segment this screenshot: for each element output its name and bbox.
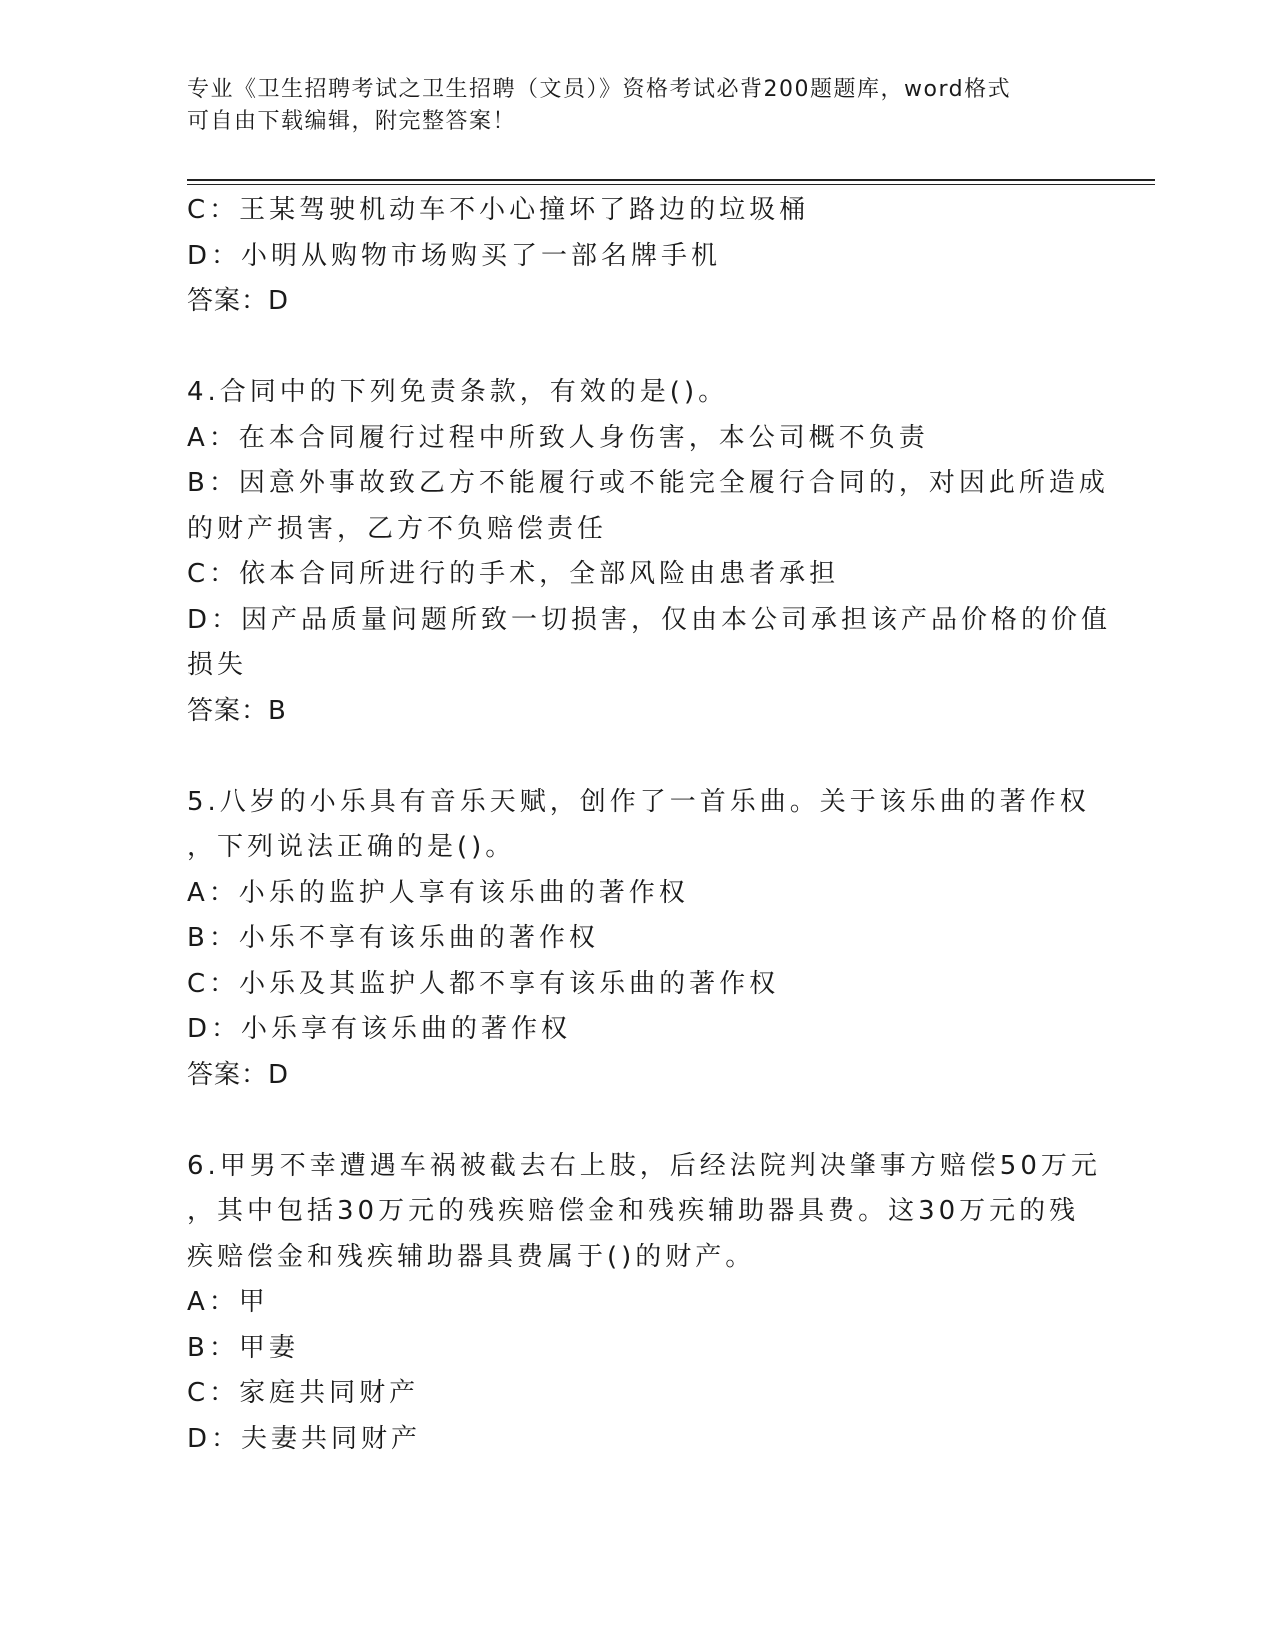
document-header	[187, 74, 1067, 138]
option-d: D：夫妻共同财产	[187, 1423, 422, 1454]
option-c: C：王某驾驶机动车不小心撞坏了路边的垃圾桶	[187, 195, 810, 225]
header-divider	[187, 179, 1155, 181]
header-title-line-1: 专业《卫生招聘考试之卫生招聘（文员）》资格考试必背200题题库，word格式	[187, 77, 1012, 102]
option-c: C：依本合同所进行的手术，全部风险由患者承担	[187, 559, 840, 589]
header-divider-thin	[187, 184, 1155, 185]
option-d-continued: 损失	[187, 650, 248, 680]
question-stem: 5.八岁的小乐具有音乐天赋，创作了一首乐曲。关于该乐曲的著作权	[187, 786, 1090, 817]
question-stem-continued: ，其中包括30万元的残疾赔偿金和残疾辅助器具费。这30万元的残	[187, 1196, 1080, 1226]
question-4	[187, 370, 1112, 734]
option-c: C：小乐及其监护人都不享有该乐曲的著作权	[187, 968, 780, 999]
question-5	[187, 780, 1090, 1099]
question-3	[187, 188, 1087, 325]
option-d: D：小明从购物市场购买了一部名牌手机	[187, 240, 722, 271]
option-b: B：因意外事故致乙方不能履行或不能完全履行合同的，对因此所造成	[187, 468, 1109, 498]
answer: 答案：B	[187, 695, 287, 726]
option-b: B：甲妻	[187, 1332, 299, 1363]
question-stem-continued: ，下列说法正确的是()。	[187, 832, 516, 862]
question-6	[187, 1144, 1101, 1463]
question-list	[187, 188, 1112, 1462]
option-b-continued: 的财产损害，乙方不负赔偿责任	[187, 513, 608, 544]
question-stem: 4.合同中的下列免责条款，有效的是()。	[187, 377, 729, 407]
option-a: A：在本合同履行过程中所致人身伤害，本公司概不负责	[187, 422, 929, 453]
answer: 答案：D	[187, 286, 290, 316]
header-title-line-2: 可自由下载编辑，附完整答案！	[187, 109, 517, 134]
option-c: C：家庭共同财产	[187, 1378, 420, 1408]
option-b: B：小乐不享有该乐曲的著作权	[187, 923, 599, 953]
option-d: D：小乐享有该乐曲的著作权	[187, 1014, 572, 1044]
option-d: D：因产品质量问题所致一切损害，仅由本公司承担该产品价格的价值	[187, 604, 1112, 635]
question-stem-continued-2: 疾赔偿金和残疾辅助器具费属于()的财产。	[187, 1241, 756, 1272]
option-a: A：小乐的监护人享有该乐曲的著作权	[187, 877, 689, 908]
answer: 答案：D	[187, 1059, 290, 1090]
question-stem: 6.甲男不幸遭遇车祸被截去右上肢，后经法院判决肇事方赔偿50万元	[187, 1150, 1101, 1181]
option-a: A：甲	[187, 1287, 269, 1317]
